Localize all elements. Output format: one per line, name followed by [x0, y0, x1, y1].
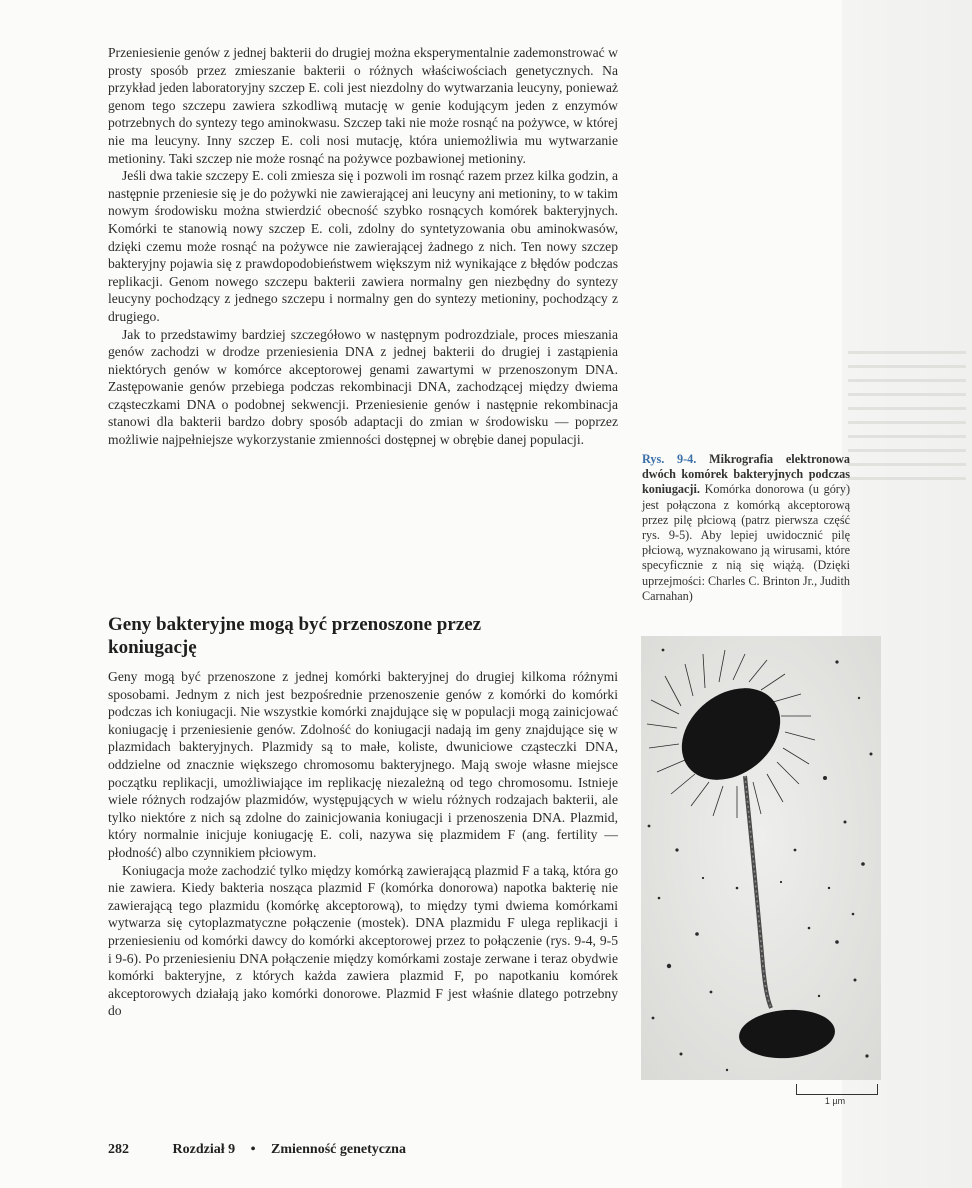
- electron-micrograph: [641, 636, 881, 1080]
- paragraph: Koniugacja może zachodzić tylko między komórką zawierającą plazmid F a taką, która go nie zawiera. Kiedy bakteria nosząca plazmid F (komórka donorowa) napotka bakterię nie zawierającą tego plazmidu (komórkę akceptorową), to między tymi dwiema komórkami wytwarza się cytoplazmatyczne połączenie (mostek). DNA plazmidu F ulega replikacji i przeniesieniu od komórki dawcy do komórki akceptorowej przez to połączenie (rys. 9-4, 9-5 i 9-6). Po przeniesieniu DNA połączenie między komórkami zostaje zerwane i teraz obydwie komórki bakteryjne, z których każda zawiera plazmid F, po napotkaniu komórek akceptorowych działają jako komórki donorowe. Plazmid F jest właśnie dlatego potrzebny do: [108, 862, 618, 1019]
- body-text-top: [108, 44, 618, 449]
- page-number: 282: [108, 1142, 129, 1157]
- paragraph: Geny mogą być przenoszone z jednej komórki bakteryjnej do drugiej kilkoma różnymi sposobami. Jednym z nich jest bezpośrednie przenoszenie genów z komórki do komórki podczas ich koniugacji. Nie wszystkie komórki znajdujące się w populacji mogą zainicjować koniugację i przeniesienie genów. Zdolność do koniugacji nadają im geny znajdujące się w plazmidach bakteryjnych. Plazmidy są to małe, koliste, dwuniciowe cząsteczki DNA, oddzielne od znacznie większego chromosomu bakteryjnego. Mają swoje własne miejsce początku replikacji, umożliwiające im replikację niezależną od tego chromosomu. Istnieje wiele różnych rodzajów plazmidów, występujących w wielu różnych rodzajach bakterii, ale tylko niektóre z nich są zdolne do zainicjowania koniugacji i przenoszenia DNA. Plazmid, który normalnie inicjuje koniugację E. coli, nazywa się plazmidem F (ang. fertility — płodność) albo czynnikiem płciowym.: [108, 669, 618, 860]
- figure-title: Mikrografia elektronowa dwóch komórek bakteryjnych podczas koniugacji.: [642, 452, 850, 497]
- body-text-bottom: [108, 668, 618, 1020]
- figure-caption: [642, 452, 850, 604]
- figure-caption-text: Komórka donorowa (u góry) jest połączona z komórką akceptorową przez pilę płciową (patrz pierwsza część rys. 9-5). Aby lepiej uwidocznić pilę płciową, wyznakowano ją wirusami, które specyficznie z nią się wiążą. (Dzięki uprzejmości: Charles C. Brinton Jr., Judith Carnahan): [642, 482, 851, 603]
- figure-label: Rys. 9-4.: [642, 452, 697, 466]
- paragraph: Jak to przedstawimy bardziej szczegółowo w następnym podrozdziale, proces mieszania genów zachodzi w drodze przeniesienia DNA z jednej bakterii do drugiej i zastąpienia niektórych genów w komórce akceptorowej genami zawartymi w przenoszonym DNA. Zastępowanie genów przebiega podczas rekombinacji DNA, zachodzącej między dwiema cząsteczkami DNA o podobnej sekwencji. Przeniesienie genów i następnie rekombinacja stanowi dla bakterii bardzo dobry sposób adaptacji do zmian w środowisku — poprzez możliwie najpełniejsze wykorzystanie zmienności dostępnej w obrębie danej populacji.: [108, 326, 618, 448]
- facing-page-ghost-text: [848, 340, 966, 491]
- micrograph-image: [641, 636, 881, 1080]
- chapter-separator: •: [250, 1142, 256, 1157]
- section-heading: Geny bakteryjne mogą być przenoszone przez koniugację: [108, 614, 482, 658]
- scale-bar: [796, 1084, 878, 1095]
- page-footer: [108, 1142, 418, 1158]
- paragraph: Przeniesienie genów z jednej bakterii do drugiej można eksperymentalnie zademonstrować w prosty sposób przez zmieszanie bakterii o różnych właściwościach genetycznych. Na przykład jeden laboratoryjny szczep E. coli jest niezdolny do wytwarzania leucyny, ponieważ genom tego szczepu zawiera szkodliwą mutację w genie kodującym jeden z enzymów potrzebnych do syntezy tego aminokwasu. Szczep taki nie może rosnąć na pożywce, w której nie ma leucyny. Inny szczep E. coli nosi mutację, która uniemożliwia mu wytwarzanie metioniny. Taki szczep nie może rosnąć na pożywce pozbawionej metioniny.: [108, 45, 618, 166]
- paragraph: Jeśli dwa takie szczepy E. coli zmiesza się i pozwoli im rosnąć razem przez kilka godzin, a następnie przeniesie się je do pożywki nie zawierającej ani leucyny ani metioniny, to w takim nowym środowisku można stwierdzić obecność szybko rosnących komórek bakteryjnych. Komórki te stanowią nowy szczep E. coli, zdolny do syntetyzowania obu aminokwasów, dzięki czemu może rosnąć na pożywce nie zawierającej żadnego z nich. Ten nowy szczep bakteryjny pojawia się z prawdopodobieństwem większym niż wynikające z błędów podczas replikacji. Genom nowego szczepu bakterii zawiera normalny gen niezbędny do syntezy leucyny pochodzący z jednego szczepu i normalny gen do syntezy metioniny, pochodzący z drugiego.: [108, 168, 618, 324]
- scale-label: 1 µm: [824, 1096, 846, 1106]
- chapter-title: Zmienność genetyczna: [271, 1142, 406, 1157]
- chapter-label: Rozdział 9: [172, 1142, 236, 1157]
